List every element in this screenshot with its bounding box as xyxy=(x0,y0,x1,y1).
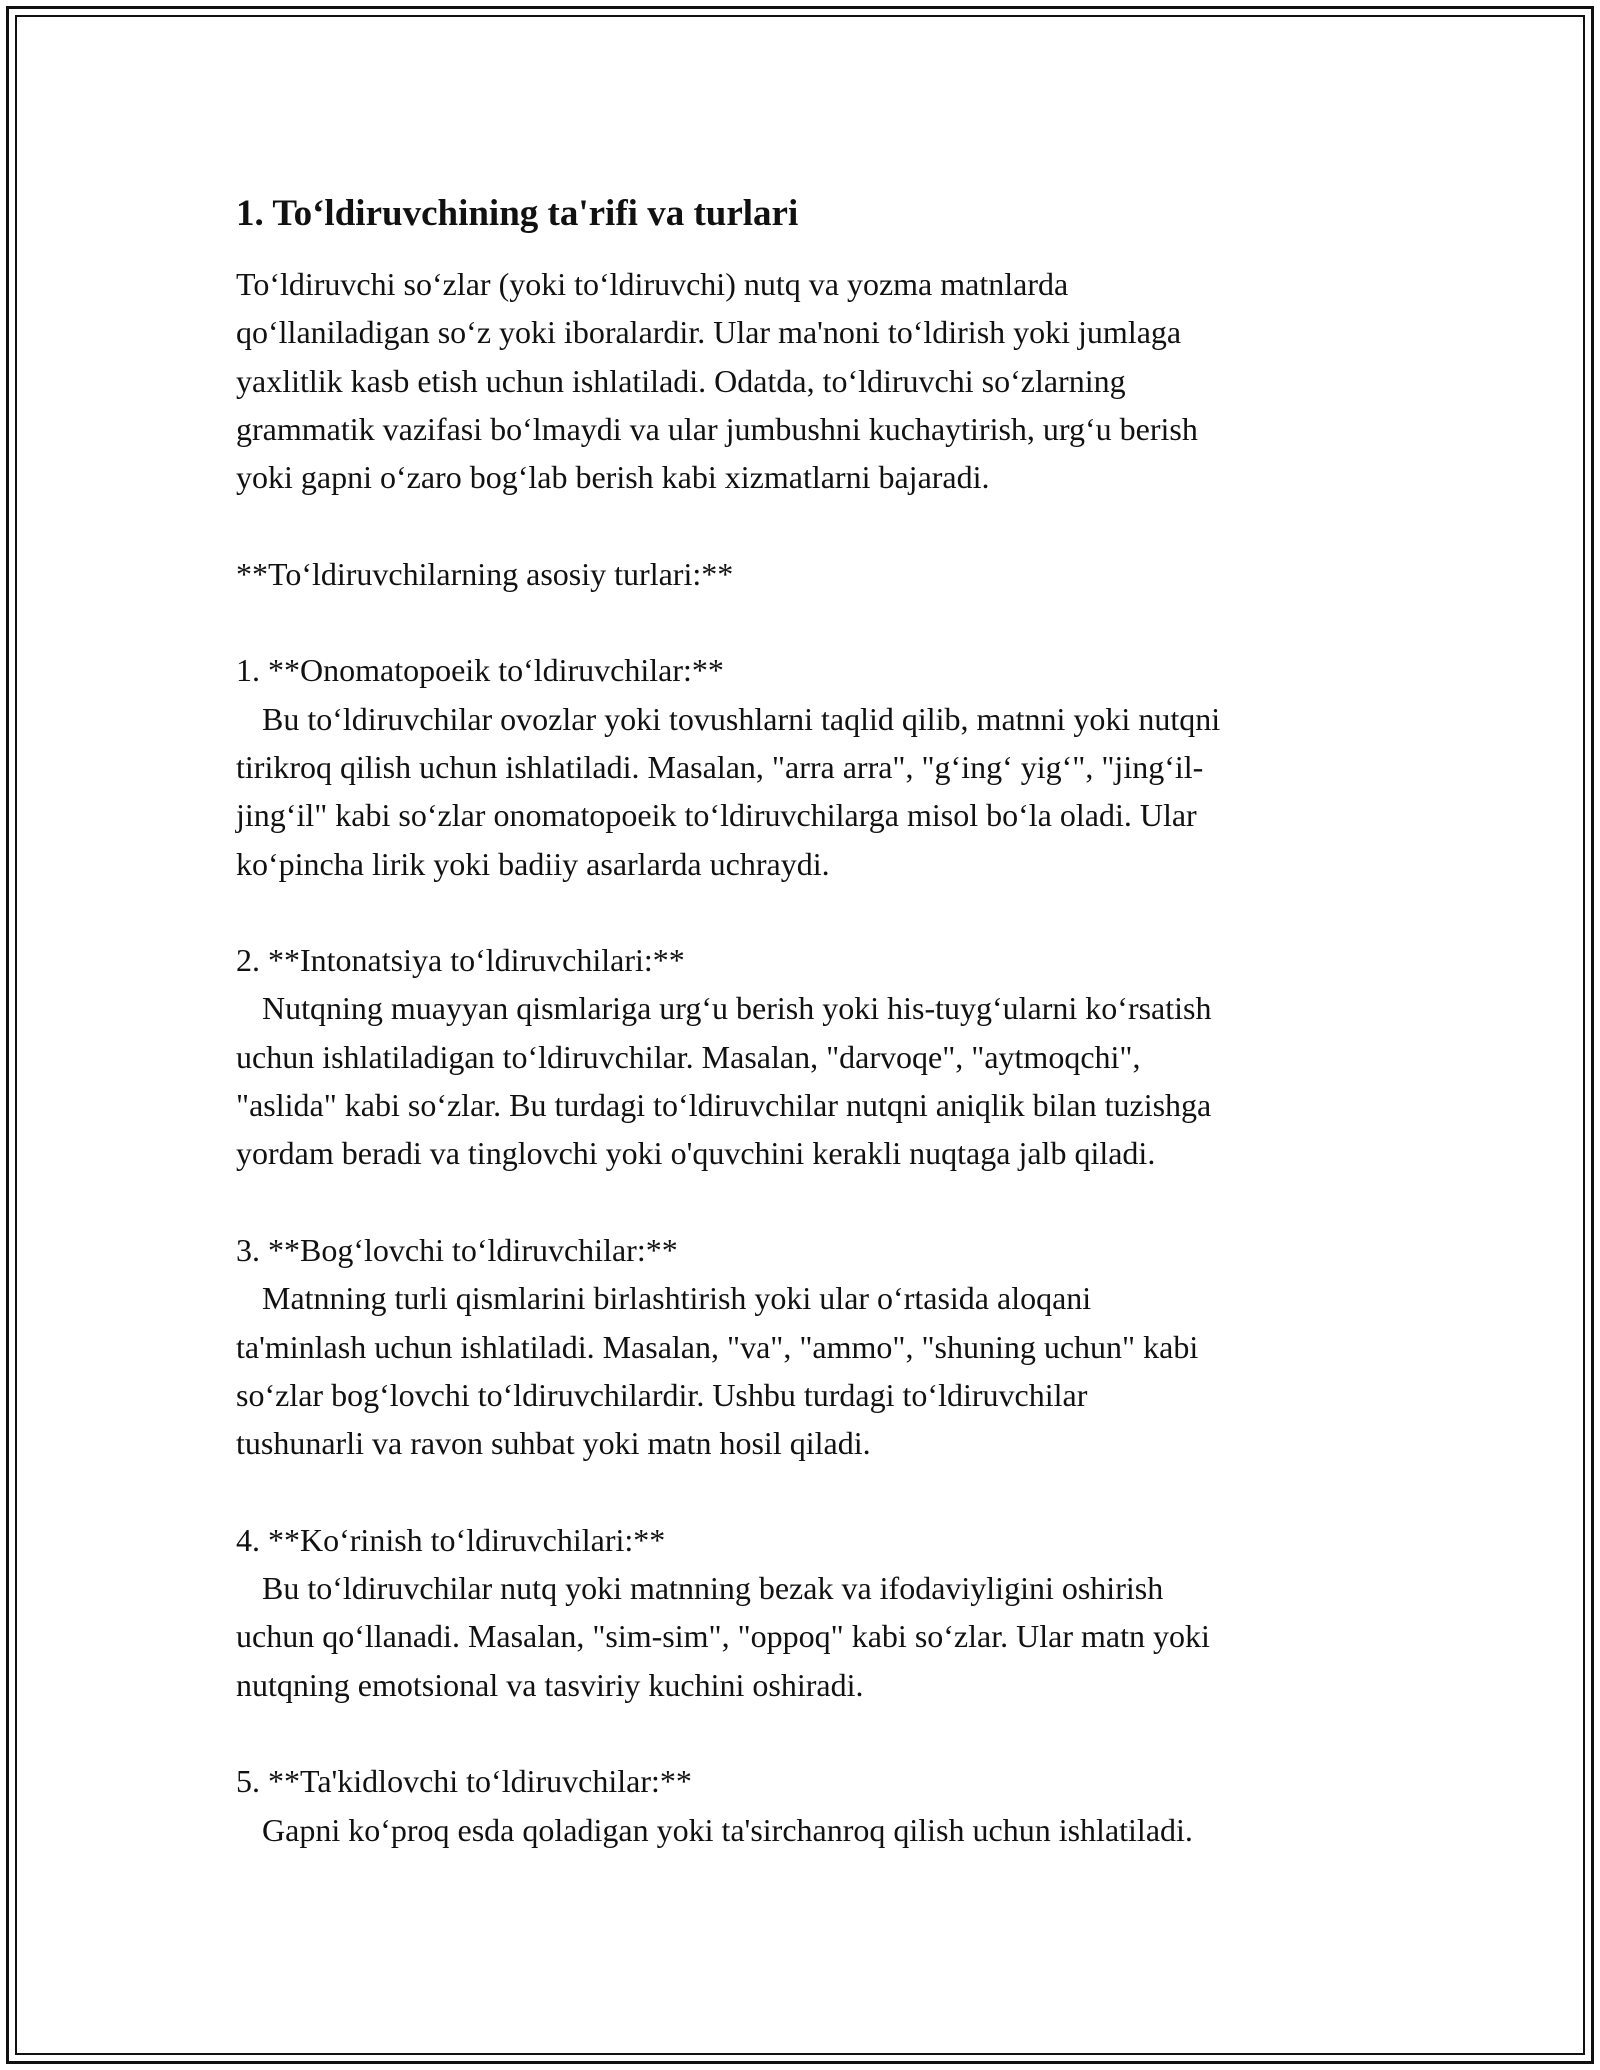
section-onomatopoeic xyxy=(236,646,1376,887)
intro-paragraph xyxy=(236,260,1376,501)
section-line: jing‘il" kabi so‘zlar onomatopoeik to‘ldiruvchilarga misol bo‘la oladi. Ular xyxy=(236,797,1197,834)
section-heading: 4. **Ko‘rinish to‘ldiruvchilari:** xyxy=(236,1521,666,1558)
intro-line: yaxlitlik kasb etish uchun ishlatiladi. Odatda, to‘ldiruvchi so‘zlarning xyxy=(236,362,1126,399)
section-line: Gapni ko‘proq esda qoladigan yoki ta'sirchanroq qilish uchun ishlatiladi. xyxy=(262,1811,1193,1848)
section-line: so‘zlar bog‘lovchi to‘ldiruvchilardir. Ushbu turdagi to‘ldiruvchilar xyxy=(236,1376,1088,1413)
section-heading: 5. **Ta'kidlovchi to‘ldiruvchilar:** xyxy=(236,1763,692,1800)
section-line: Matnning turli qismlarini birlashtirish yoki ular o‘rtasida aloqani xyxy=(262,1280,1092,1317)
section-heading: 3. **Bog‘lovchi to‘ldiruvchilar:** xyxy=(236,1231,678,1268)
intro-line: qo‘llaniladigan so‘z yoki iboralardir. Ular ma'noni to‘ldirish yoki jumlaga xyxy=(236,314,1182,351)
section-heading: 2. **Intonatsiya to‘ldiruvchilari:** xyxy=(236,942,685,979)
section-line: nutqning emotsional va tasviriy kuchini oshiradi. xyxy=(236,1666,864,1703)
section-line: tirikroq qilish uchun ishlatiladi. Masalan, "arra arra", "g‘ing‘ yig‘", "jing‘il- xyxy=(236,748,1204,785)
section-line: Bu to‘ldiruvchilar ovozlar yoki tovushlarni taqlid qilib, matnni yoki nutqni xyxy=(262,700,1221,737)
section-line: uchun ishlatiladigan to‘ldiruvchilar. Masalan, "darvoqe", "aytmoqchi", xyxy=(236,1038,1141,1075)
section-line: Nutqning muayyan qismlariga urg‘u berish yoki his-tuyg‘ularni ko‘rsatish xyxy=(262,990,1212,1027)
section-line: Bu to‘ldiruvchilar nutq yoki matnning bezak va ifodaviyligini oshirish xyxy=(262,1570,1164,1607)
section-heading: 1. **Onomatopoeik to‘ldiruvchilar:** xyxy=(236,652,724,689)
page-title: 1. To‘ldiruvchining ta'rifi va turlari xyxy=(236,193,799,234)
section-line: yordam beradi va tinglovchi yoki o'quvchini kerakli nuqtaga jalb qiladi. xyxy=(236,1135,1156,1172)
types-heading: **To‘ldiruvchilarning asosiy turlari:** xyxy=(236,555,734,592)
section-appearance xyxy=(236,1516,1376,1709)
intro-line: grammatik vazifasi bo‘lmaydi va ular jumbushni kuchaytirish, urg‘u berish xyxy=(236,410,1198,447)
intro-line: To‘ldiruvchi so‘zlar (yoki to‘ldiruvchi) nutq va yozma matnlarda xyxy=(236,266,1069,302)
section-line: tushunarli va ravon suhbat yoki matn hosil qiladi. xyxy=(236,1425,871,1462)
section-emphatic xyxy=(236,1757,1376,1854)
section-connective xyxy=(236,1226,1376,1467)
section-line: "aslida" kabi so‘zlar. Bu turdagi to‘ldiruvchilar nutqni aniqlik bilan tuzishga xyxy=(236,1087,1212,1124)
section-line: ta'minlash uchun ishlatiladi. Masalan, "va", "ammo", "shuning uchun" kabi xyxy=(236,1328,1199,1365)
section-line: uchun qo‘llanadi. Masalan, "sim-sim", "oppoq" kabi so‘zlar. Ular matn yoki xyxy=(236,1618,1210,1655)
intro-line: yoki gapni o‘zaro bog‘lab berish kabi xizmatlarni bajaradi. xyxy=(236,459,990,496)
section-line: ko‘pincha lirik yoki badiiy asarlarda uchraydi. xyxy=(236,845,830,882)
document-body xyxy=(236,186,1376,1854)
section-intonation xyxy=(236,936,1376,1177)
